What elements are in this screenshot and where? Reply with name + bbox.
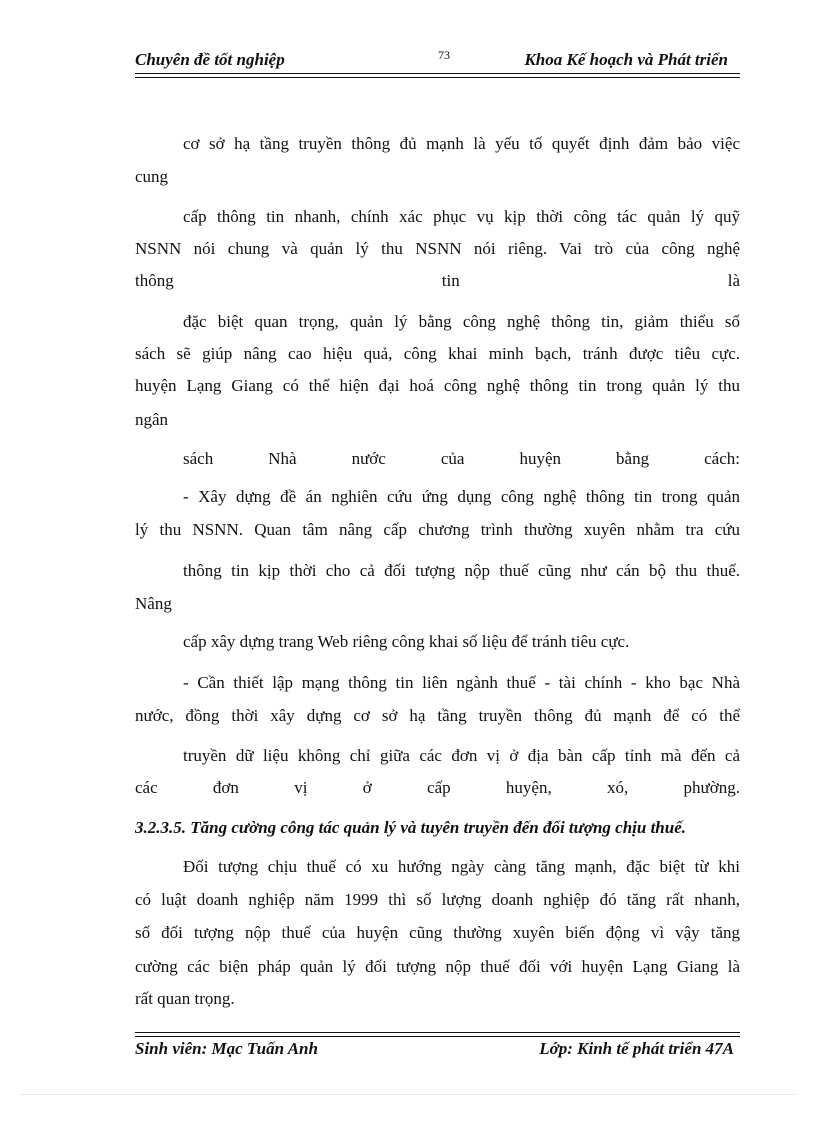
body-line: đặc biệt quan trọng, quản lý bằng công nghệ thông tin, giảm thiểu sổ [183, 312, 740, 331]
body-line: nước, đồng thời xây dựng cơ sở hạ tầng truyền thông đủ mạnh để có thể [135, 706, 740, 725]
body-line: cơ sở hạ tầng truyền thông đủ mạnh là yếu tố quyết định đảm bảo việc [183, 134, 740, 153]
header-rule-thin [135, 77, 740, 78]
body-line: - Xây dựng đề án nghiên cứu ứng dụng công nghệ thông tin trong quản [183, 487, 740, 506]
body-line: huyện Lạng Giang có thể hiện đại hoá công nghệ thông tin trong quản lý thu [135, 376, 740, 395]
header-faculty: Khoa Kế hoạch và Phát triển [524, 50, 728, 69]
body-line: cấp xây dựng trang Web riêng công khai số liệu để tránh tiêu cực. [183, 632, 630, 651]
page-number: 73 [438, 48, 450, 62]
section-heading: 3.2.3.5. Tăng cường công tác quản lý và tuyên truyền đến đối tượng chịu thuế. [135, 818, 687, 837]
body-line: NSNN nói chung và quản lý thu NSNN nói riêng. Vai trò của công nghệ [135, 239, 740, 258]
body-line: số đối tượng nộp thuế của huyện cũng thường xuyên biến động vì vậy tăng [135, 923, 740, 942]
footer-rule-thin [135, 1036, 740, 1037]
body-line: cường các biện pháp quản lý đối tượng nộp thuế đối với huyện Lạng Giang là [135, 957, 740, 976]
page-footer [135, 1039, 740, 1063]
header-thesis-title: Chuyên đề tốt nghiệp [135, 50, 285, 69]
body-line: thông tin kịp thời cho cả đối tượng nộp thuế cũng như cán bộ thu thuế. [183, 561, 740, 580]
page-bottom-dotted-rule [20, 1094, 796, 1095]
body-line: Nâng [135, 594, 172, 613]
body-line: ngân [135, 410, 169, 429]
body-line: - Cần thiết lập mạng thông tin liên ngành thuế - tài chính - kho bạc Nhà [183, 673, 740, 692]
body-line: truyền dữ liệu không chỉ giữa các đơn vị ở địa bàn cấp tỉnh mà đến cả [183, 746, 740, 765]
body-line: thông tin là [135, 271, 740, 290]
footer-student: Sinh viên: Mạc Tuấn Anh [135, 1039, 318, 1058]
footer-class: Lớp: Kinh tế phát triển 47A [539, 1039, 734, 1058]
body-line: sách sẽ giúp nâng cao hiệu quả, công khai minh bạch, tránh được tiêu cực. [135, 344, 740, 363]
body-line: lý thu NSNN. Quan tâm nâng cấp chương trình thường xuyên nhằm tra cứu [135, 520, 740, 539]
body-line: Đối tượng chịu thuế có xu hướng ngày càng tăng mạnh, đặc biệt từ khi [183, 857, 740, 876]
body-line: sách Nhà nước của huyện bằng cách: [183, 449, 740, 468]
header-rule-thick [135, 73, 740, 74]
body-line: cung [135, 167, 169, 186]
body-line: có luật doanh nghiệp năm 1999 thì số lượng doanh nghiệp đó tăng rất nhanh, [135, 890, 740, 909]
body-line: rất quan trọng. [135, 989, 235, 1008]
page-header [135, 48, 740, 72]
body-line: cấp thông tin nhanh, chính xác phục vụ kịp thời công tác quản lý quỹ [183, 207, 740, 226]
body-line: các đơn vị ở cấp huyện, xó, phường. [135, 778, 740, 797]
footer-rule-thick [135, 1032, 740, 1033]
